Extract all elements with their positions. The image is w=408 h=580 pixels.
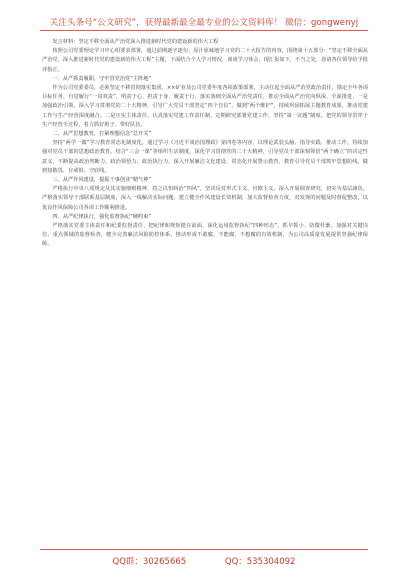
paragraph: 坚持“两学一做”学习教育常态化制度化，通过学习《习近平谈治国理政》第四卷等内容，以理论武装头脑、指导实践、推动工作，持续加强对党员干部的思想政治教育。结合“三会一课”等组织生活制度，深化学习贯彻党的二十大精神，引导党员干部深刻领悟“两个确立”的决定性意义，不断提高政治判断力、政治领悟力、政治执行力。深入开展廉洁文化建设，常态化开展警示教育，教育引导党员干部筑牢思想防线，做到知敬畏、存戒惧、守底线。 (42, 140, 368, 174)
paragraph: 严格执行中央八项规定及其实施细则精神，持之以恒纠治“四风”，坚决反对形式主义、官僚主义，深入开展调查研究，切实为基层减负。严格落实领导干部联系基层制度，深入一线解决实际问题。建立健全作风建设长效机制，加大监督检查力度，对发现的问题及时督促整改，以优良作风保障公司各项工作顺利推进。 (42, 186, 368, 211)
section-heading: 一、从严抓责履职，守牢管党治党“主阵地” (52, 75, 152, 82)
document-body (42, 38, 368, 250)
section-heading: 二、从严思想教育，打紧理想信念“总开关” (52, 131, 152, 138)
footer-divider (40, 549, 368, 550)
header-divider (40, 30, 368, 31)
footer-qq: QQ：535304092 (224, 557, 296, 567)
paragraph: 按照公司党委理论学习中心组要求部署，通过前期逐字逐句、原汁原味地学习党的二十大报告的内容，围绕第十五部分：“坚定不移全面从严治党，深入推进新时代党的建设新的伟大工程”主题，下面结合个人学习情况，谈谈学习体会，现汇报如下，不当之处，恳请各位领导给予批评指正。 (42, 48, 368, 73)
document-title: 发言材料：坚定不移全面从严治党深入推进新时代党的建设新的伟大工程 (52, 39, 219, 45)
section-heading: 四、从严纪律执行，强化监督执纪“硬约束” (52, 213, 152, 220)
banner-text: 关注头条号“公文研究”，获得最新最全最专业的公文资料库！ 微信：gongwenyj (49, 18, 359, 28)
section-heading: 三、从严作风建设，提振干事创业“精气神” (52, 177, 152, 184)
header-banner (0, 16, 408, 28)
footer (0, 555, 408, 567)
footer-qq-group: QQ群：30265665 (112, 557, 187, 567)
paragraph: 严格落实党委主体责任和纪委监督责任，把纪律和规矩挺在前面，深化运用监督执纪“四种形态”，抓早抓小、防微杜渐。加强对关键岗位、重点领域的监督检查，健全完善廉洁风险防控体系，推动形成不敢腐、不能腐、不想腐的有效机制，为公司高质量发展提供坚强纪律保障。 (42, 223, 368, 248)
paragraph: 作为公司党委委员，必须坚定不移贯彻落实集团、××矿业及公司党委年度各项政策部署，主动扛起全面从严治党政治责任，锚定全年各项目标任务，自觉履行“一岗双责”，明责于心、担责于身、履责于行，落实落细全面从严治党责任，推动全面从严治党向纵深、全面推进，一是加强政治引领。深入学习贯彻党的二十大精神，引导广大党员干部坚定“四个自信”、做到“两个维护”，持续巩固拓展主题教育成果，推动党建工作与生产经营深度融合。二是压实主体责任。认真落实党建工作责任制，定期研究部署党建工作，坚持“第一议题”制度，把党的领导贯穿于生产经营全过程，着力抓好班子、带好队伍。 (42, 85, 368, 128)
